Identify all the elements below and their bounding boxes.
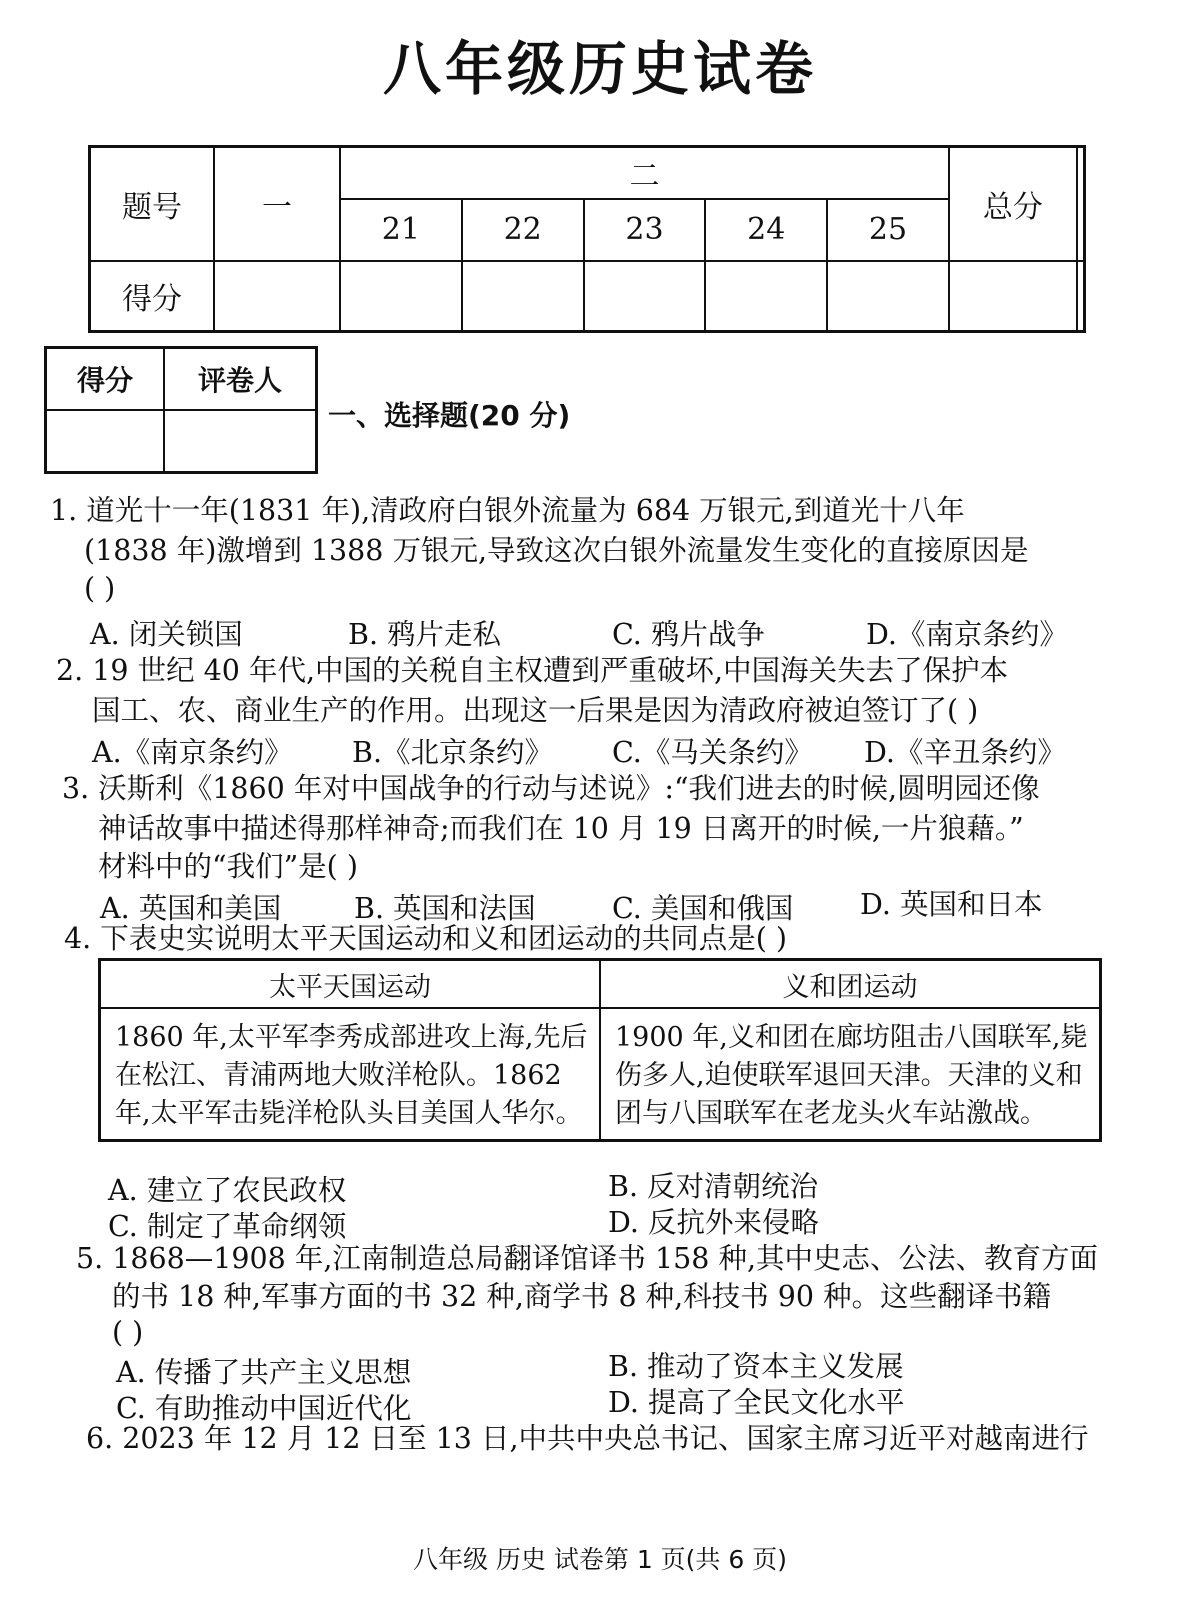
q6-line-1: 6. 2023 年 12 月 12 日至 13 日,中共中央总书记、国家主席习近平对越南进行	[86, 1422, 1089, 1455]
score-cell[interactable]	[1077, 261, 1085, 332]
score-table-q21: 21	[340, 199, 462, 261]
q4-line-1: 4. 下表史实说明太平天国运动和义和团运动的共同点是( )	[64, 922, 788, 955]
score-table	[88, 145, 1086, 333]
table-cell-taiping: 1860 年,太平军李秀成部进攻上海,先后在松江、青浦两地大败洋枪队。1862 年,太平军击毙洋枪队头目美国人华尔。	[100, 1008, 601, 1141]
score-table-part2: 二	[340, 147, 949, 199]
score-cell[interactable]	[340, 261, 462, 332]
score-cell[interactable]	[584, 261, 706, 332]
score-cell[interactable]	[949, 261, 1077, 332]
score-cell[interactable]	[462, 261, 584, 332]
score-table-part1: 一	[214, 147, 340, 261]
q2-option-b: B.《北京条约》	[352, 736, 554, 769]
score-table-question-label: 题号	[90, 147, 215, 261]
q3-line-2: 神话故事中描述得那样神奇;而我们在 10 月 19 日离开的时候,一片狼藉。”	[98, 812, 1024, 845]
q5-line-3: ( )	[112, 1316, 144, 1349]
score-cell[interactable]	[214, 261, 340, 332]
q2-option-c: C.《马关条约》	[612, 736, 813, 769]
q1-option-a: A. 闭关锁国	[90, 618, 243, 651]
score-cell[interactable]	[705, 261, 827, 332]
score-table-score-label: 得分	[90, 261, 215, 332]
score-cell[interactable]	[827, 261, 949, 332]
q4-option-c: C. 制定了革命纲领	[108, 1210, 347, 1243]
q5-line-1: 5. 1868—1908 年,江南制造总局翻译馆译书 158 种,其中史志、公法、教育方面	[76, 1242, 1099, 1275]
exam-title: 八年级历史试卷	[382, 35, 817, 103]
q1-line-1: 1. 道光十一年(1831 年),清政府白银外流量为 684 万银元,到道光十八年	[50, 494, 965, 527]
q4-option-b: B. 反对清朝统治	[608, 1170, 819, 1203]
score-table-q25: 25	[827, 199, 949, 261]
score-table-total-label: 总分	[949, 147, 1077, 261]
grader-score-cell[interactable]	[46, 410, 165, 473]
q3-option-d: D. 英国和日本	[860, 888, 1043, 921]
q5-option-b: B. 推动了资本主义发展	[608, 1350, 904, 1383]
score-table-q24: 24	[705, 199, 827, 261]
q5-option-c: C. 有助推动中国近代化	[116, 1392, 412, 1425]
q3-option-c: C. 美国和俄国	[612, 892, 794, 925]
q1-option-d: D.《南京条约》	[866, 618, 1068, 651]
q2-option-d: D.《辛丑条约》	[864, 736, 1066, 769]
grader-score-label: 得分	[46, 348, 165, 410]
page-footer: 八年级 历史 试卷第 1 页(共 6 页)	[412, 1545, 787, 1574]
q3-line-1: 3. 沃斯利《1860 年对中国战争的行动与述说》:“我们进去的时候,圆明园还像	[62, 772, 1040, 805]
q5-line-2: 的书 18 种,军事方面的书 32 种,商学书 8 种,科技书 90 种。这些翻译书籍	[112, 1280, 1052, 1313]
q2-line-2: 国工、农、商业生产的作用。出现这一后果是因为清政府被迫签订了( )	[92, 694, 979, 727]
table-header-boxer: 义和团运动	[600, 960, 1101, 1009]
grader-name-label: 评卷人	[164, 348, 317, 410]
score-table-q23: 23	[584, 199, 706, 261]
q3-option-a: A. 英国和美国	[100, 892, 282, 925]
q3-line-3: 材料中的“我们”是( )	[98, 850, 358, 883]
history-comparison-table	[98, 958, 1102, 1142]
score-table-q22: 22	[462, 199, 584, 261]
q5-option-d: D. 提高了全民文化水平	[608, 1386, 905, 1419]
q1-line-2: (1838 年)激增到 1388 万银元,导致这次白银外流量发生变化的直接原因是	[84, 534, 1029, 567]
table-cell-boxer: 1900 年,义和团在廊坊阻击八国联军,毙伤多人,迫使联军退回天津。天津的义和团与八国联军在老龙头火车站激战。	[600, 1008, 1101, 1141]
table-header-taiping: 太平天国运动	[100, 960, 601, 1009]
q5-option-a: A. 传播了共产主义思想	[116, 1356, 412, 1389]
section-title: 一、选择题(20 分)	[328, 399, 571, 432]
q1-line-3: ( )	[84, 572, 116, 605]
q1-option-b: B. 鸦片走私	[348, 618, 502, 651]
q2-option-a: A.《南京条约》	[92, 736, 293, 769]
grader-name-cell[interactable]	[164, 410, 317, 473]
grader-box	[44, 346, 318, 474]
q4-option-d: D. 反抗外来侵略	[608, 1206, 819, 1239]
q3-option-b: B. 英国和法国	[354, 892, 536, 925]
q2-line-1: 2. 19 世纪 40 年代,中国的关税自主权遭到严重破坏,中国海关失去了保护本	[56, 654, 1009, 687]
q4-option-a: A. 建立了农民政权	[108, 1174, 347, 1207]
q1-option-c: C. 鸦片战争	[612, 618, 765, 651]
